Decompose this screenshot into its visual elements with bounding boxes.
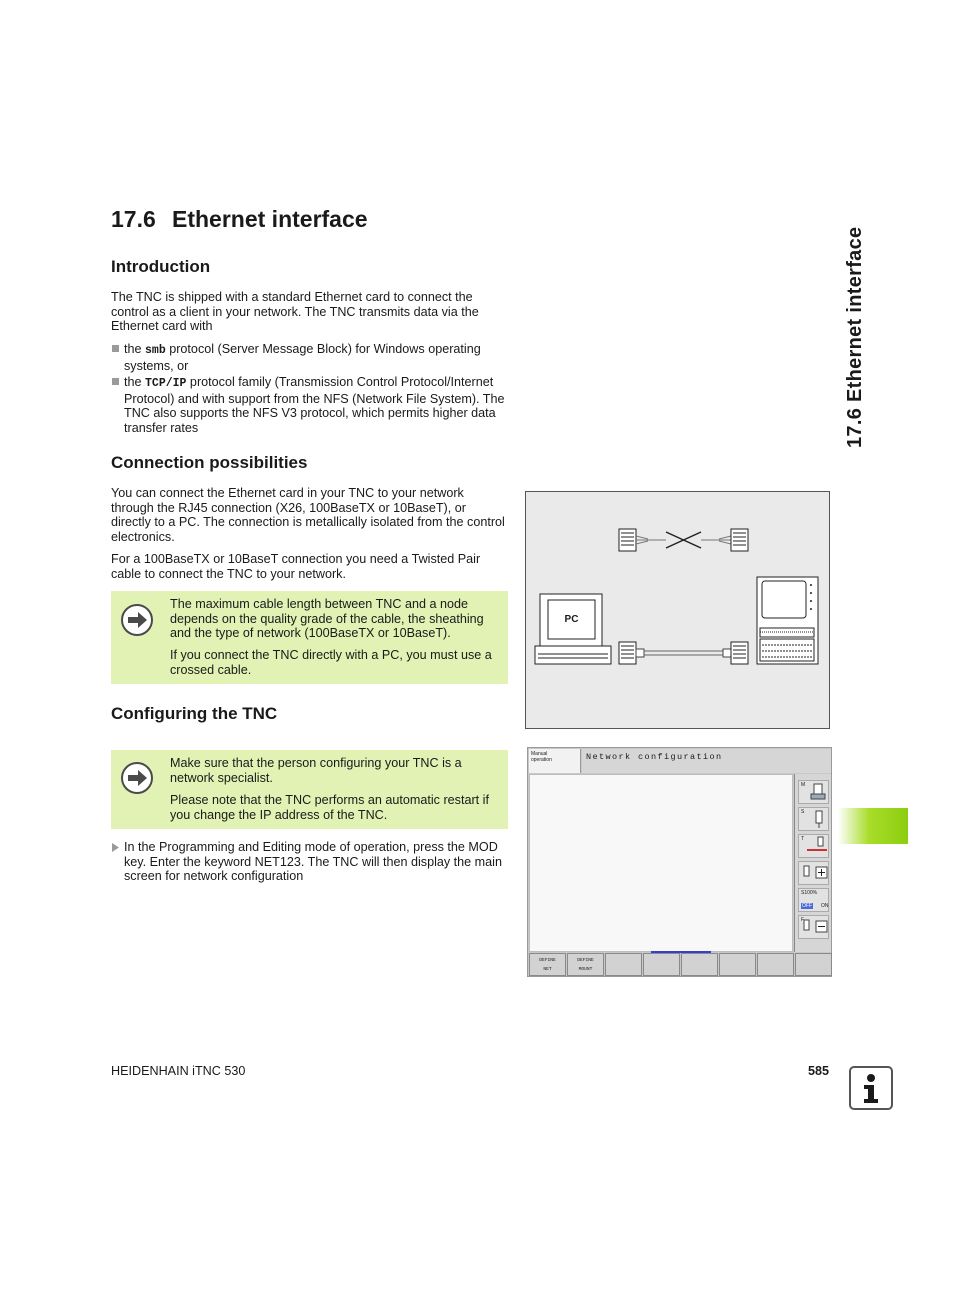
straight-cable-icon <box>619 642 748 664</box>
bullet-square-icon <box>112 345 119 352</box>
section-number: 17.6 <box>111 206 156 232</box>
tnc-control-icon <box>757 577 818 664</box>
s-function-button[interactable]: S <box>798 807 829 831</box>
section-title: Ethernet interface <box>172 206 368 232</box>
intro-paragraph: The TNC is shipped with a standard Ethernet card to connect the control as a client in your network. The TNC transmits data via the Ethernet card with <box>111 290 479 333</box>
spindle-icon <box>799 781 828 803</box>
crossed-cable-icon <box>619 529 748 551</box>
list-item: the TCP/IP protocol family (Transmission Control Protocol/Internet Protocol) and with support from the NFS (Network File System). The TNC also supports the NFS V3 protocol, which permits higher data transfer rates <box>111 375 508 435</box>
arrow-right-icon <box>121 604 153 636</box>
softkey-empty[interactable] <box>643 953 680 976</box>
screen-title-bar <box>582 749 831 773</box>
softkey-empty[interactable] <box>605 953 642 976</box>
connection-paragraph-2: For a 100BaseTX or 10BaseT connection you need a Twisted Pair cable to connect the TNC to your network. <box>111 552 481 581</box>
code-tcpip: TCP/IP <box>145 377 187 390</box>
vertical-softkey-bar <box>794 774 831 952</box>
running-title: 17.6 Ethernet interface <box>844 226 866 448</box>
tool-axis-icon <box>799 835 828 857</box>
m-function-button[interactable]: M <box>798 780 829 804</box>
info-icon <box>849 1066 893 1110</box>
note-text-2: Please note that the TNC performs an automatic restart if you change the IP address of the TNC. <box>170 793 489 822</box>
configuring-heading: Configuring the TNC <box>111 704 278 723</box>
page-number: 585 <box>808 1064 830 1078</box>
triangle-bullet-icon <box>112 843 120 852</box>
override-minus-button[interactable]: F <box>798 915 829 939</box>
minus-icon <box>799 916 828 938</box>
section-heading <box>111 206 368 233</box>
softkey-define-net[interactable]: DEFINE NET <box>529 953 566 976</box>
softkey-define-mount[interactable]: DEFINE MOUNT <box>567 953 604 976</box>
pc-label: PC <box>564 614 579 625</box>
network-config-screenshot <box>527 747 832 977</box>
chapter-tab <box>838 808 908 844</box>
softkey-empty[interactable] <box>757 953 794 976</box>
plus-icon <box>799 862 828 884</box>
speed-toggle-button[interactable]: S100% OFF ON <box>798 888 829 912</box>
connection-diagram <box>525 491 830 729</box>
screen-title: Network configuration <box>586 752 723 762</box>
code-smb: smb <box>145 344 166 357</box>
softkey-empty[interactable] <box>681 953 718 976</box>
connection-paragraph-1: You can connect the Ethernet card in your TNC to your network through the RJ45 connection (X26, 100BaseTX or 10BaseT), or directly to a PC. The connection is metallically isolated from the control electronics. <box>111 486 505 544</box>
tool-icon <box>799 808 828 830</box>
t-function-button[interactable]: T <box>798 834 829 858</box>
mode-indicator: Manual operation <box>529 749 581 773</box>
note-text-1: Make sure that the person configuring your TNC is a network specialist. <box>170 756 462 785</box>
intro-heading: Introduction <box>111 257 211 276</box>
screen-main-area <box>529 774 793 952</box>
softkey-empty[interactable] <box>795 953 832 976</box>
note-box <box>111 591 508 684</box>
override-plus-button[interactable] <box>798 861 829 885</box>
note-text-1: The maximum cable length between TNC and a node depends on the quality grade of the cable, the sheathing and the type of network (100BaseTX or 10BaseT). <box>170 597 484 640</box>
step-item <box>111 840 508 884</box>
note-box <box>111 750 508 829</box>
note-text-2: If you connect the TNC directly with a PC, you must use a crossed cable. <box>170 648 492 677</box>
bullet-square-icon <box>112 378 119 385</box>
arrow-right-icon <box>121 762 153 794</box>
connection-heading: Connection possibilities <box>111 453 308 472</box>
footer-product: HEIDENHAIN iTNC 530 <box>111 1064 246 1078</box>
softkey-empty[interactable] <box>719 953 756 976</box>
list-item: the smb protocol (Server Message Block) for Windows operating systems, or <box>111 342 508 373</box>
step-text: In the Programming and Editing mode of operation, press the MOD key. Enter the keyword NET123. The TNC will then display the main screen for network configuration <box>124 840 502 883</box>
